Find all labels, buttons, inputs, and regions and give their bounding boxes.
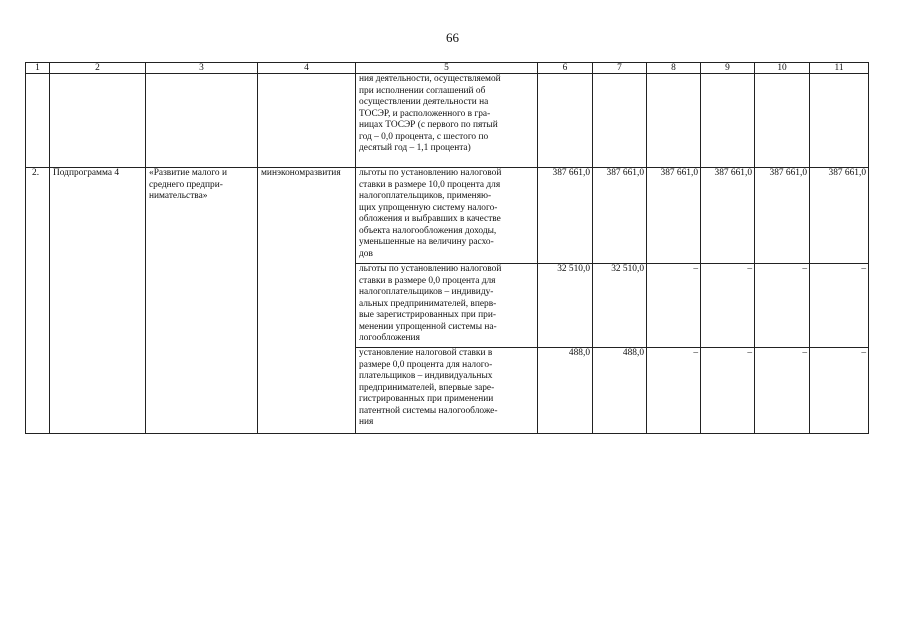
- tax-benefits-table: [25, 62, 869, 434]
- column-header: 11: [810, 63, 869, 74]
- benefit-description: установление налоговой ставки в размере 0,0 процента для налого- плательщиков – индивидуальных предпринимателей, впервые заре- гистрированных при применении патентной системы налогообложе- ния: [356, 348, 538, 434]
- column-header: 10: [755, 63, 810, 74]
- value-cell: –: [755, 348, 810, 434]
- value-cell: –: [647, 264, 701, 348]
- value-cell: –: [810, 264, 869, 348]
- column-header: 6: [538, 63, 593, 74]
- column-header: 1: [26, 63, 50, 74]
- page-number: 66: [446, 30, 459, 45]
- value-cell: –: [755, 264, 810, 348]
- value-cell: 387 661,0: [593, 168, 647, 264]
- value-cell: 387 661,0: [810, 168, 869, 264]
- column-header: 3: [146, 63, 258, 74]
- value-cell: 488,0: [593, 348, 647, 434]
- column-header: 8: [647, 63, 701, 74]
- continuation-row: [26, 74, 869, 168]
- value-cell: –: [701, 348, 755, 434]
- column-header: 2: [50, 63, 146, 74]
- value-cell: 488,0: [538, 348, 593, 434]
- column-header: 7: [593, 63, 647, 74]
- value-cell: –: [647, 348, 701, 434]
- column-header: 4: [258, 63, 356, 74]
- column-header: 9: [701, 63, 755, 74]
- responsible-executor: минэкономразвития: [258, 168, 356, 434]
- column-header: 5: [356, 63, 538, 74]
- benefit-description: льготы по установлению налоговой ставки в размере 0,0 процента для налогоплательщиков – индивиду- альных предпринимателей, вперв- вые зарегистрированных при при- менении упрощенной системы на- логообложения: [356, 264, 538, 348]
- continuation-description: ния деятельности, осуществляемой при исполнении соглашений об осуществлении деятельности на ТОСЭР, и расположенного в гра- ницах ТОСЭР (с первого по пятый год – 0,0 процента, с шестого по десятый год – 1,1 процента): [356, 74, 538, 168]
- value-cell: 32 510,0: [593, 264, 647, 348]
- value-cell: 387 661,0: [755, 168, 810, 264]
- benefit-description: льготы по установлению налоговой ставки в размере 10,0 процента для налогоплательщиков, применяю- щих упрощенную систему налого- обложения и выбравших в качестве объекта налогообложения доходы, уменьшенные на величину расхо- дов: [356, 168, 538, 264]
- subprogram-cell: Подпрограмма 4: [50, 168, 146, 434]
- value-cell: 387 661,0: [538, 168, 593, 264]
- subprogram-name: «Развитие малого и среднего предпри- нимательства»: [146, 168, 258, 434]
- table-row: [26, 168, 869, 264]
- value-cell: 387 661,0: [647, 168, 701, 264]
- value-cell: –: [701, 264, 755, 348]
- value-cell: 387 661,0: [701, 168, 755, 264]
- column-number-row: [26, 63, 869, 74]
- row-number: 2.: [26, 168, 50, 434]
- value-cell: –: [810, 348, 869, 434]
- value-cell: 32 510,0: [538, 264, 593, 348]
